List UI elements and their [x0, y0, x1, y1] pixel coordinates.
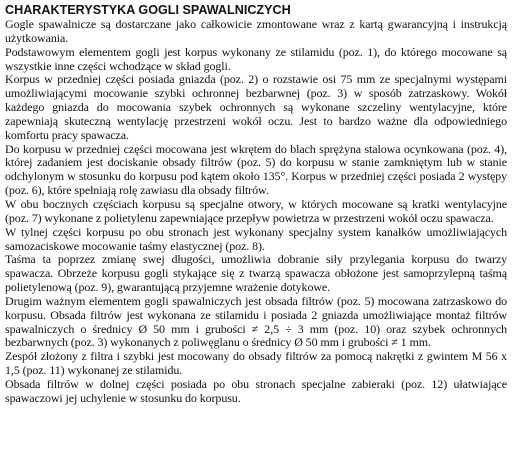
paragraph-filter-holder: Drugim ważnym elementem gogli spawalniczych jest obsada filtrów (poz. 5) mocowana zatrzaskowo do korpusu. Obsada filtrów jest wykonana ze stilamidu i posiada 2 gniazda umożliwiające montaż filtrów spawalniczych o średnicy Ø 50 mm i grubości ≠ 2,5 ÷ 3 mm (poz. 10) oraz szybek ochronnych bezbarwnych (poz. 3) wykonanych z poliwęglanu o średnicy Ø 50 mm i grubości ≠ 1 mm. [5, 293, 507, 350]
paragraph-ventilation: W obu bocznych częściach korpusu są specjalne otwory, w których mocowane są kratki wentylacyjne (poz. 7) wykonane z polietylenu zapewniające przepływ powietrza w przestrzeni wokół oczu spawacza. [5, 196, 507, 225]
paragraph-holder-grips: Obsada filtrów w dolnej części posiada po obu stronach specjalne zabieraki (poz. 12) ułatwiające spawaczowi jej uchylenie w stosunku do korpusu. [5, 376, 507, 405]
paragraph-body-material: Podstawowym elementem gogli jest korpus wykonany ze stilamidu (poz. 1), do którego mocowane są wszystkie inne części wchodzące w skład gogli. [5, 44, 507, 73]
paragraph-strap-channels: W tylnej części korpusu po obu stronach jest wykonany specjalny system kanałków umożliwiających samozaciskowe mocowanie taśmy elastycznej (poz. 8). [5, 224, 507, 253]
paragraph-delivery: Gogle spawalnicze są dostarczane jako całkowicie zmontowane wraz z kartą gwarancyjną i instrukcją użytkowania. [5, 17, 507, 45]
document-title: CHARAKTERYSTYKA GOGLI SPAWALNICZYCH [5, 3, 291, 17]
paragraph-strap: Taśma ta poprzez zmianę swej długości, umożliwia dobranie siły przylegania korpusu do twarzy spawacza. Obrzeże korpusu gogli stykające się z twarzą spawacza obłożone jest samoprzylepną taśmą polietylenową (poz. 9), gwarantującą przyjemne wrażenie dotykowe. [5, 252, 507, 295]
paragraph-filter-nut: Zespół złożony z filtra i szybki jest mocowany do obsady filtrów za pomocą nakrętki z gwintem M 56 x 1,5 (poz. 11) wykonanej ze stilamidu. [5, 349, 507, 378]
paragraph-lens-sockets: Korpus w przedniej części posiada gniazda (poz. 2) o rozstawie osi 75 mm ze specjalnymi występami umożliwiającymi mocowanie szybki ochronnej bezbarwnej (poz. 3) w sposób zatrzaskowy. Wokół każdego gniazda do mocowania szybek ochronnych są wykonane szczeliny wentylacyjne, które zapewniają skuteczną wentylację przestrzeni wokół oczu. Jest to bardzo ważne dla odpowiedniego komfortu pracy spawacza. [5, 72, 507, 142]
paragraph-spring: Do korpusu w przedniej części mocowana jest wkrętem do blach sprężyna stalowa ocynkowana (poz. 4), której zadaniem jest dociskanie obsady filtrów (poz. 5) do korpusu w stanie zamkniętym lub w stanie odchylonym w stosunku do korpusu pod kątem około 135°. Korpus w przedniej części posiada 2 występy (poz. 6), które spełniają rolę zawiasu dla obsady filtrów. [5, 141, 507, 198]
